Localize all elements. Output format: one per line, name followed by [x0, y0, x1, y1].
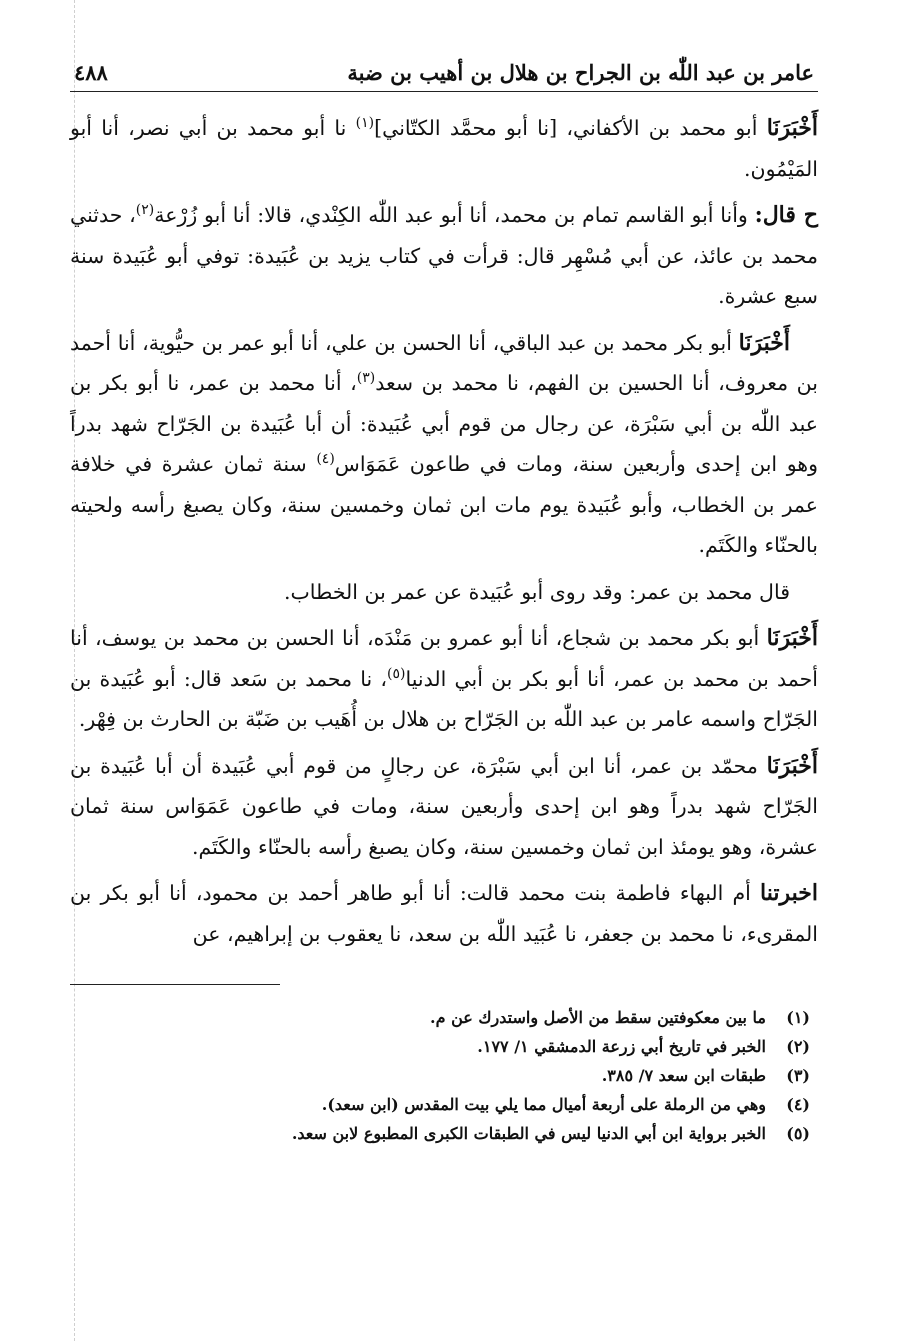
footnote-text: الخبر في تاريخ أبي زرعة الدمشقي ١/ ١٧٧.	[477, 1037, 766, 1056]
book-page	[70, 60, 818, 1148]
footnote-ref: (٥)	[386, 665, 406, 682]
paragraph	[70, 873, 818, 954]
paragraph-text: سنة ثمان عشرة في خلافة عمر بن الخطاب، وأبو عُبَيدة يوم مات ابن ثمان وخمسين سنة، وكان يصبغ رأسه ولحيته بالحنّاء والكَتَم.	[70, 452, 818, 557]
footnote-separator-wrap	[70, 960, 818, 1003]
footnote-text: الخبر برواية ابن أبي الدنيا ليس في الطبقات الكبرى المطبوع لابن سعد.	[291, 1124, 766, 1143]
main-text	[70, 108, 818, 954]
footnote-ref: (١)	[355, 115, 375, 132]
paragraph-lead: اخبرتنا	[760, 880, 818, 906]
footnote-separator	[70, 984, 280, 985]
footnote	[70, 1119, 810, 1148]
footnote	[70, 1032, 810, 1061]
paragraph-text: قال محمد بن عمر: وقد روى أبو عُبَيدة عن عمر بن الخطاب.	[283, 579, 790, 604]
paragraph	[70, 108, 818, 189]
paragraph-text: ، أنا محمد بن عمر، نا أبو بكر بن عبد اللّٰه بن أبي سَبْرَة، عن رجال من قوم أبي عُبَيدة: أن أبا عُبَيدة بن الجَرّاح شهد بدراً وهو ابن إحدى وأربعين سنة، ومات في طاعون عَمَوَاس	[70, 371, 819, 476]
paragraph-lead: أَخْبَرَنَا	[738, 329, 790, 356]
paragraph	[70, 618, 818, 740]
paragraph-text: أم البهاء فاطمة بنت محمد قالت: أنا أبو طاهر أحمد بن محمود، أنا أبو بكر بن المقرىء، نا محمد بن جعفر، نا عُبَيد اللّٰه بن سعد، نا يعقوب بن إبراهيم، عن	[70, 881, 818, 946]
footnote-text: طبقات ابن سعد ٧/ ٣٨٥.	[601, 1066, 766, 1085]
footnote-ref: (٣)	[356, 370, 376, 387]
footnote	[70, 1090, 810, 1119]
paragraph-lead: أَخْبَرَنَا	[766, 752, 818, 779]
footnote-number: (٣)	[786, 1066, 810, 1085]
footnote-ref: (٤)	[316, 451, 335, 468]
paragraph-text: أبو محمد بن الأكفاني، [نا أبو محمَّد الكتّاني]	[374, 116, 767, 140]
paragraph-text: ، حدثني محمد بن عائذ، عن أبي مُسْهِر قال: قرأت في كتاب يزيد بن عُبَيدة: توفي أبو عُبَيدة سنة سبع عشرة.	[70, 203, 818, 308]
footnotes	[70, 1003, 818, 1148]
paragraph-lead: أَخْبَرَنَا	[766, 625, 818, 651]
paragraph-text: ، نا محمد بن سَعد قال: أبو عُبَيدة بن الجَرّاح واسمه عامر بن عبد اللّٰه بن الجَرّاح بن هلال بن أُهَيب بن ضَبّة بن الحارث بن فِهْر.	[70, 666, 818, 731]
footnote	[70, 1003, 810, 1032]
footnote-number: (٢)	[786, 1037, 810, 1056]
page-number: ٤٨٨	[74, 60, 108, 85]
paragraph-text: محمّد بن عمر، أنا ابن أبي سَبْرَة، عن رجالٍ من قوم أبي عُبَيدة أن أبا عُبَيدة بن الجَرّاح شهد بدراً وهو ابن إحدى وأربعين سنة، ومات في طاعون عَمَوَاس سنة ثمان عشرة، وهو يومئذ ابن ثمان وخمسين سنة، وكان يصبغ رأسه بالحنّاء والكَتَم.	[70, 753, 818, 859]
paragraph	[70, 323, 818, 566]
paragraph-text: وأنا أبو القاسم تمام بن محمد، أنا أبو عبد اللّٰه الكِنْدي، قالا: أنا أبو زُرْعة	[154, 203, 755, 227]
footnote-number: (١)	[786, 1008, 810, 1027]
footnote	[70, 1061, 810, 1090]
paragraph	[70, 572, 818, 613]
footnote-text: ما بين معكوفتين سقط من الأصل واستدرك عن م.	[430, 1008, 766, 1027]
paragraph-lead: ح قال:	[754, 202, 819, 228]
paragraph	[70, 746, 818, 868]
footnote-number: (٤)	[786, 1095, 810, 1114]
paragraph	[70, 195, 818, 317]
paragraph-text: أبو بكر محمد بن شجاع، أنا أبو عمرو بن مَنْدَه، أنا الحسن بن محمد بن يوسف، أنا أحمد بن محمد بن عمر، أنا أبو بكر بن أبي الدنيا	[70, 626, 818, 691]
paragraph-text: أبو بكر محمد بن عبد الباقي، أنا الحسن بن علي، أنا أبو عمر بن حيُّوية، أنا أحمد بن معروف، أنا الحسين بن الفهم، نا محمد بن سعد	[70, 330, 818, 395]
footnote-text: وهي من الرملة على أربعة أميال مما يلي بيت المقدس (ابن سعد).	[321, 1095, 766, 1114]
footnote-ref: (٢)	[135, 202, 155, 219]
running-header	[70, 60, 818, 92]
paragraph-text: نا أبو محمد بن أبي نصر، أنا أبو المَيْمُون.	[70, 116, 818, 181]
header-title: عامر بن عبد اللّٰه بن الجراح بن هلال بن أهيب بن ضبة	[347, 60, 814, 85]
footnote-number: (٥)	[786, 1124, 810, 1143]
paragraph-lead: أَخْبَرَنَا	[766, 115, 819, 141]
